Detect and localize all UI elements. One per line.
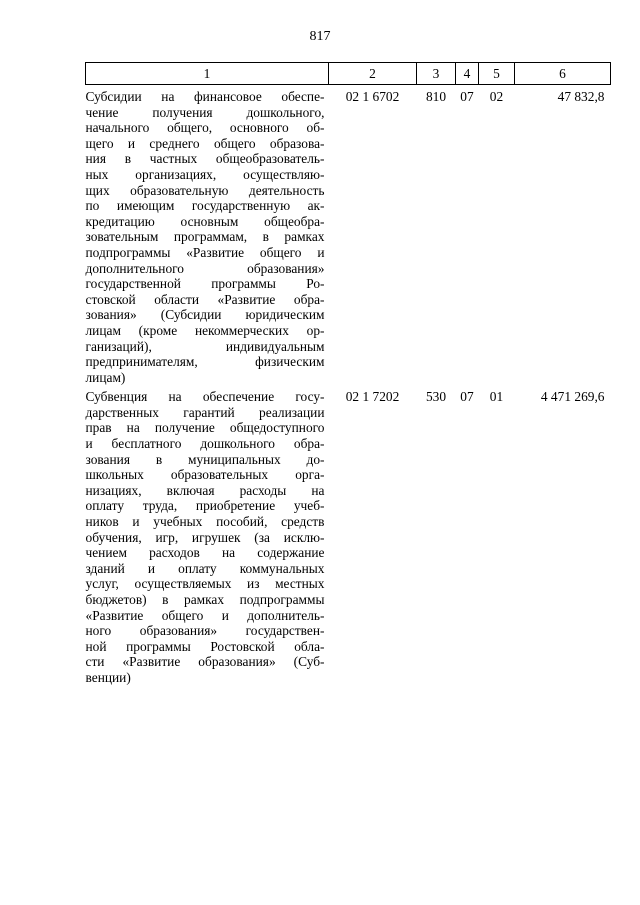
description-line: ной программы Ростовской обла-: [85, 638, 325, 654]
row-description: [86, 385, 329, 685]
row-amount: 4 471 269,6: [540, 389, 605, 405]
description-line: школьных образовательных орга-: [85, 467, 325, 483]
description-line: оплату труда, приобретение учеб-: [85, 498, 325, 514]
description-line: стовской области «Развитие обра-: [85, 291, 325, 307]
description-line: ния в частных общеобразователь-: [85, 151, 325, 167]
description-line: зданий и оплату коммунальных: [85, 560, 325, 576]
description-line: бюджетов) в рамках подпрограммы: [85, 592, 325, 607]
description-line: лицам (кроме некоммерческих ор-: [85, 322, 325, 338]
description-line: Субвенция на обеспечение госу-: [85, 389, 325, 405]
header-col-3: 3: [417, 63, 456, 85]
header-row: [86, 63, 611, 85]
row-expense-type: 810: [425, 89, 447, 104]
description-line: зовательным программам, в рамках: [85, 229, 325, 245]
description-line: «Развитие общего и дополнитель-: [85, 607, 325, 623]
row-target-code: 02 1 6702: [345, 89, 400, 104]
description-line: ного образования» государствен-: [85, 623, 325, 639]
description-line: Субсидии на финансовое обеспе-: [85, 89, 325, 104]
description-line: и бесплатного дошкольного обра-: [85, 436, 325, 452]
row-description: [86, 85, 329, 386]
header-col-4: 4: [456, 63, 479, 85]
description-line: кредитацию основным общеобра-: [85, 213, 325, 229]
table-row: [86, 85, 611, 386]
description-line: государственной программы Ро-: [85, 276, 325, 292]
description-line: низациях, включая расходы на: [85, 482, 325, 498]
row-subsection: 02: [489, 89, 504, 104]
header-col-5: 5: [479, 63, 515, 85]
page-number: 817: [309, 29, 331, 44]
description-line: лицам): [85, 369, 126, 385]
row-target-code: 02 1 7202: [345, 389, 400, 405]
description-line: чение получения дошкольного,: [85, 104, 325, 120]
description-line: начального общего, основного об-: [85, 120, 325, 136]
description-line: чением расходов на содержание: [85, 545, 325, 561]
budget-table: [85, 62, 611, 686]
description-line: щих образовательную деятельность: [85, 182, 325, 198]
description-line: ников и учебных пособий, средств: [85, 514, 325, 530]
description-line: подпрограммы «Развитие общего и: [85, 244, 325, 260]
row-expense-type: 530: [425, 389, 447, 405]
description-line: дарственных гарантий реализации: [85, 404, 325, 420]
row-section: 07: [460, 89, 474, 104]
row-amount: 47 832,8: [557, 89, 605, 104]
row-section: 07: [460, 389, 474, 405]
description-line: ганизаций), индивидуальным: [85, 338, 325, 354]
header-col-6: 6: [515, 63, 611, 85]
description-line: ных организациях, осуществляю-: [85, 166, 325, 182]
description-line: обучения, игр, игрушек (за исклю-: [85, 529, 325, 545]
row-subsection: 01: [489, 389, 504, 405]
table-row: [86, 385, 611, 685]
description-line: по имеющим государственную ак-: [85, 198, 325, 214]
description-line: дополнительного образования»: [85, 260, 325, 276]
description-line: предпринимателям, физическим: [85, 354, 325, 370]
description-line: услуг, осуществляемых из местных: [85, 576, 325, 592]
description-line: сти «Развитие образования» (Суб-: [85, 654, 325, 670]
description-line: прав на получение общедоступного: [85, 420, 325, 436]
description-line: венции): [85, 669, 131, 685]
header-col-1: 1: [86, 63, 329, 85]
header-col-2: 2: [329, 63, 417, 85]
description-line: зования в муниципальных до-: [85, 451, 325, 467]
description-line: щего и среднего общего образова-: [85, 135, 325, 151]
description-line: зования» (Субсидии юридическим: [85, 307, 325, 323]
